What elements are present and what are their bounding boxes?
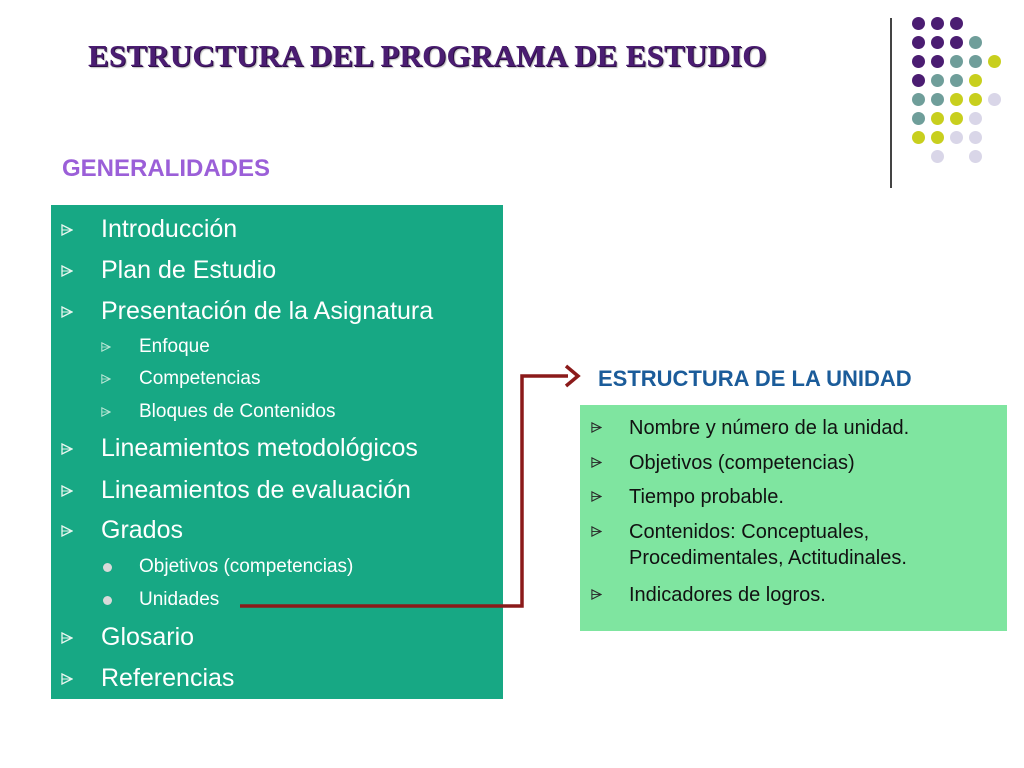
unit-structure-list (580, 405, 1007, 631)
list-subitem-label: Enfoque (139, 336, 210, 357)
list-subitem-label: Bloques de Contenidos (139, 401, 336, 422)
list-item-label: Indicadores de logros. (629, 584, 826, 606)
list-item-label: Glosario (101, 623, 195, 651)
list-item-label: Referencias (101, 664, 235, 692)
list-item-label: Objetivos (competencias) (629, 452, 855, 474)
arrow-bullet-icon (591, 589, 602, 600)
list-item-label: Lineamientos de evaluación (101, 476, 411, 504)
list-item-label: Nombre y número de la unidad. (629, 417, 910, 439)
arrow-bullet-icon (591, 422, 602, 433)
unit-structure-heading: ESTRUCTURA DE LA UNIDAD (598, 366, 912, 391)
arrow-bullet-icon (591, 457, 602, 468)
list-item-label: Tiempo probable. (629, 486, 784, 508)
list-subitem-label: Unidades (139, 589, 220, 610)
section-subtitle: GENERALIDADES (62, 155, 271, 182)
arrow-bullet-icon (591, 491, 602, 502)
list-item-label: Lineamientos metodológicos (101, 434, 418, 462)
list-subitem-label: Competencias (139, 368, 261, 389)
list-subitem-label: Objetivos (competencias) (139, 556, 354, 577)
list-item-label: Presentación de la Asignatura (101, 297, 434, 325)
list-item-label: Plan de Estudio (101, 256, 277, 284)
arrow-bullet-icon (591, 526, 602, 537)
list-item-label: Grados (101, 516, 183, 544)
list-item-label: Contenidos: Conceptuales, Procedimentales, Actitudinales. (629, 521, 907, 569)
list-item-label: Introducción (101, 215, 238, 243)
page-title: ESTRUCTURA DEL PROGRAMA DE ESTUDIO (88, 38, 767, 73)
